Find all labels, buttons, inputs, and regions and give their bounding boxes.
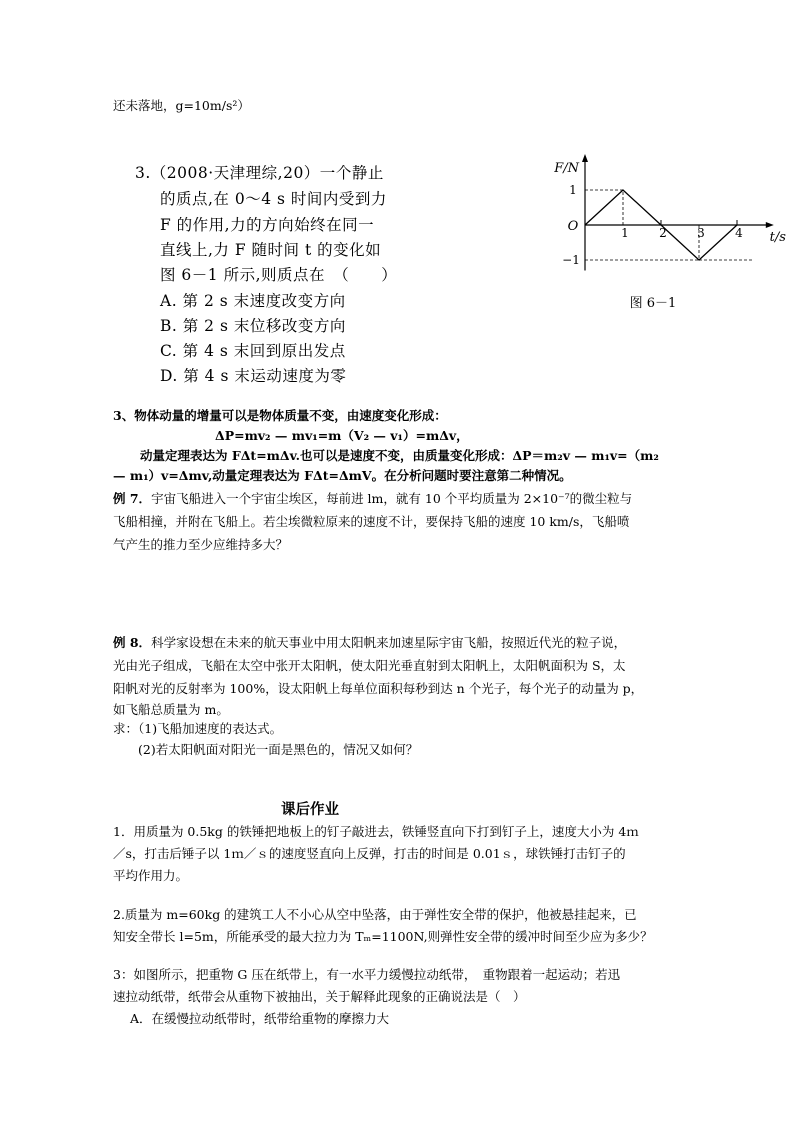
example-8-text-1: 科学家设想在未来的航天事业中用太阳帆来加速星际宇宙飞船，按照近代光的粒子说， <box>151 635 627 650</box>
section-3-line-3: — m₁）v=Δmv,动量定理表达为 FΔt=ΔmV。在分析问题时要注意第二种情况。 <box>113 468 572 483</box>
x-tick-label-4: 4 <box>735 226 743 240</box>
problem-3-line-4: 直线上,力 F 随时间 t 的变化如 <box>160 241 382 259</box>
homework-3-line-1: 3：如图所示，把重物 G 压在纸带上，有一水平力缓慢拉动纸带， 重物跟着一起运动；若迅 <box>113 967 621 982</box>
section-3-line-2: 动量定理表达为 FΔt=mΔv.也可以是速度不变，由质量变化形成：ΔP＝m₂v — m₁v=（m₂ <box>140 448 659 463</box>
example-7-label: 例 7． <box>113 491 152 506</box>
homework-2-line-1: 2.质量为 m=60kg 的建筑工人不小心从空中坠落，由于弹性安全带的保护，他被悬挂起来，已 <box>113 907 637 922</box>
problem-3-line-1: 3.（2008·天津理综,20）一个静止 <box>135 164 384 182</box>
homework-3-line-2: 速拉动纸带，纸带会从重物下被抽出，关于解释此现象的正确说法是（ ） <box>113 989 526 1004</box>
homework-1-line-3: 平均作用力。 <box>113 868 189 883</box>
example-8-label: 例 8． <box>113 635 152 650</box>
section-3-heading: 3、物体动量的增量可以是物体质量不变，由速度变化形成： <box>113 408 447 423</box>
x-axis-label: t/s <box>769 230 786 245</box>
y-axis-arrow <box>582 154 588 162</box>
y-tick-label-minus-1: −1 <box>562 253 580 267</box>
example-8-line-3: 阳帆对光的反射率为 100%，设太阳帆上每单位面积每秒到达 n 个光子，每个光子的动量为 p， <box>113 681 644 696</box>
example-8-line-4: 如飞船总质量为 m。 <box>113 702 229 717</box>
problem-3-option-c: C. 第 4 s 末回到原出发点 <box>160 342 346 360</box>
problem-3-option-d: D. 第 4 s 末运动速度为零 <box>160 367 347 385</box>
example-8-question-1: 求：（1)飞船加速度的表达式。 <box>113 721 283 736</box>
force-time-graph <box>535 150 794 320</box>
y-axis-label: F/N <box>554 161 579 176</box>
problem-3-option-b: B. 第 2 s 末位移改变方向 <box>160 317 346 335</box>
example-8-line-1 <box>113 633 626 651</box>
intro-line: 还未落地，g=10m/s²） <box>113 98 250 113</box>
example-7-text-1: 宇宙飞船进入一个宇宙尘埃区，每前进 lm，就有 10 个平均质量为 2×10⁻⁷的微尘粒与 <box>151 491 633 506</box>
homework-3-option-a: A．在缓慢拉动纸带时，纸带给重物的摩擦力大 <box>130 1011 390 1026</box>
homework-1-line-2: ／s，打击后锤子以 1ｍ／ｓ的速度竖直向上反弹，打击的时间是 0.01ｓ，球铁锤打击钉子的 <box>113 846 626 861</box>
example-8-question-2: (2)若太阳帆面对阳光一面是黑色的，情况又如何？ <box>138 742 419 757</box>
homework-title: 课后作业 <box>281 801 339 818</box>
section-3-formula: ΔP=mv₂ — mv₁=m（V₂ — v₁）=mΔv， <box>215 428 469 443</box>
y-tick-label-1: 1 <box>569 183 577 197</box>
x-tick-label-2: 2 <box>659 226 667 240</box>
homework-1-line-1: 1．用质量为 0.5kg 的铁锤把地板上的钉子敲进去，铁锤竖直向下打到钉子上，速度大小为 4ｍ <box>113 824 639 839</box>
x-tick-label-1: 1 <box>621 226 629 240</box>
example-8-line-2: 光由光子组成，飞船在太空中张开太阳帆，使太阳光垂直射到太阳帆上，太阳帆面积为 S，太 <box>113 658 626 673</box>
problem-3-option-a: A. 第 2 s 末速度改变方向 <box>160 292 346 310</box>
x-axis-arrow <box>766 222 774 228</box>
x-tick-label-3: 3 <box>697 226 705 240</box>
example-7-line-1 <box>113 489 632 507</box>
origin-label: O <box>567 219 579 234</box>
homework-2-line-2: 知安全带长 l=5m，所能承受的最大拉力为 Tₘ=1100N,则弹性安全带的缓冲时间至少应为多少？ <box>113 929 653 944</box>
chart-caption: 图 6－1 <box>629 296 677 311</box>
example-7-line-3: 气产生的推力至少应维持多大？ <box>113 537 289 552</box>
problem-3-line-2: 的质点,在 0～4 s 时间内受到力 <box>160 190 387 208</box>
example-7-line-2: 飞船相撞，并附在飞船上。若尘埃微粒原来的速度不计，要保持飞船的速度 10 km/s，飞船喷 <box>113 514 630 529</box>
problem-3-line-3: F 的作用,力的方向始终在同一 <box>160 216 375 234</box>
problem-3-line-5: 图 6－1 所示,则质点在 （ ） <box>160 266 398 284</box>
